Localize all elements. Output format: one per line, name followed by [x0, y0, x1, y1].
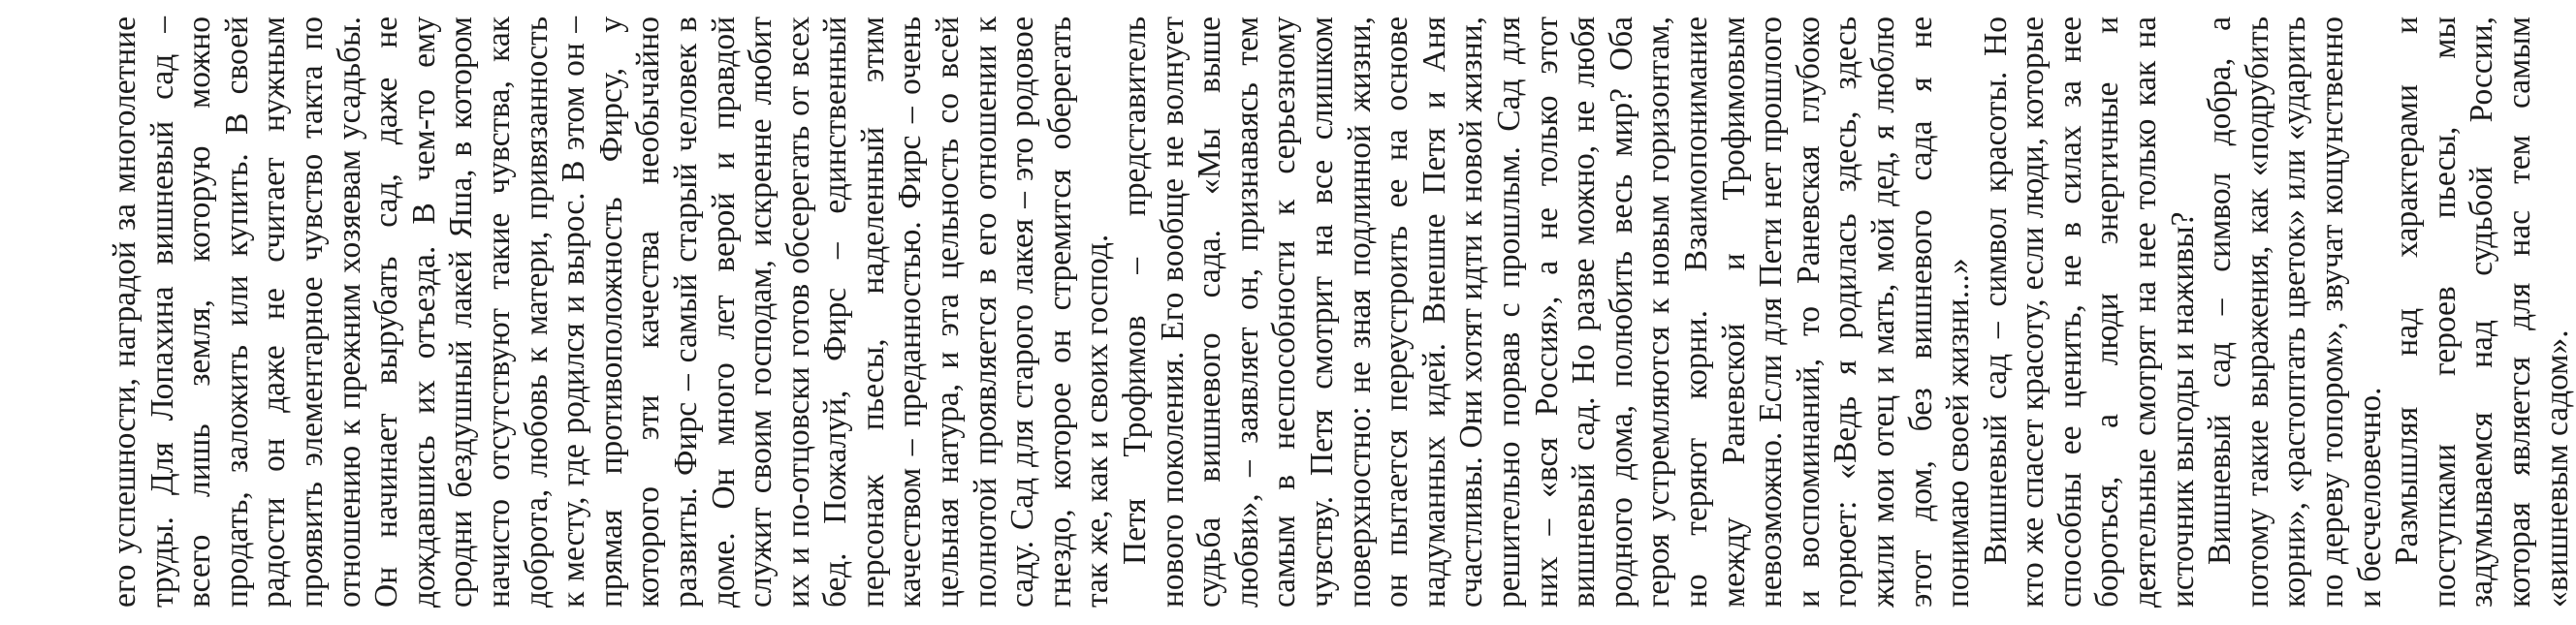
paragraph-conclusion: Размышляя над характерами и поступками героев пьесы, мы задумываемся над судьбой России, которая является для нас тем самым «вишневым садом». [2389, 16, 2575, 608]
paragraph-lopakhin-yasha-firs: его успешности, наградой за многолетние труды. Для Лопахина вишневый сад – всего лишь земля, которую можно продать, заложить или купить. В своей радости он даже не считает нужным проявить элементарное чувство такта по отношению к прежним хозяевам усадьбы. Он начинает вырубать сад, даже не дождавшись их отъезда. В чем-то ему сродни бездушный лакей Яша, в котором начисто отсутствуют такие чувства, как доброта, любовь к матери, привязанность к месту, где родился и вырос. В этом он – прямая противоположность Фирсу, у которого эти качества необычайно развиты. Фирс – самый старый человек в доме. Он много лет верой и правдой служит своим господам, искренне любит их и по-отцовски готов обсерегать от всех бед. Пожалуй, Фирс – единственный персонаж пьесы, наделенный этим качеством – преданностью. Фирс – очень цельная натура, и эта цельность со всей полнотой проявляется в его отношении к саду. Сад для старого лакея – это родовое гнездо, которое он стремится оберегать так же, как и своих господ. [107, 16, 1116, 608]
paragraph-symbol-of-kindness: Вишневый сад – символ добра, а потому такие выражения, как «подрубить корни», «растоптать цветок» или «ударить по дереву топором», звучат кощунственно и бесчеловечно. [2202, 16, 2388, 608]
rotated-text-block [107, 0, 2575, 625]
paragraph-symbol-of-beauty: Вишневый сад – символ красоты. Но кто же спасет красоту, если люди, которые способны ее ценить, не в силах за нее бороться, а люди энергичные и деятельные смотрят на нее только как на источник выгоды и наживы? [1977, 16, 2201, 608]
paragraph-petya-trofimov: Петя Трофимов – представитель нового поколения. Его вообще не волнует судьба вишневого сада. «Мы выше любви», – заявляет он, признаваясь тем самым в неспособности к серьезному чувству. Петя смотрит на все слишком поверхностно: не зная подлинной жизни, он пытается переустроить ее на основе надуманных идей. Внешне Петя и Аня счастливы. Они хотят идти к новой жизни, решительно порвав с прошлым. Сад для них – «вся Россия», а не только этот вишневый сад. Но разве можно, не любя родного дома, полюбить весь мир? Оба героя устремляются к новым горизонтам, но теряют корни. Взаимопонимание между Раневской и Трофимовым невозможно. Если для Пети нет прошлого и воспоминаний, то Раневская глубоко горюет: «Ведь я родилась здесь, здесь жили мои отец и мать, мой дед, я люблю этот дом, без вишневого сада я не понимаю своей жизни...» [1117, 16, 1977, 608]
essay-text-column [107, 16, 2575, 608]
